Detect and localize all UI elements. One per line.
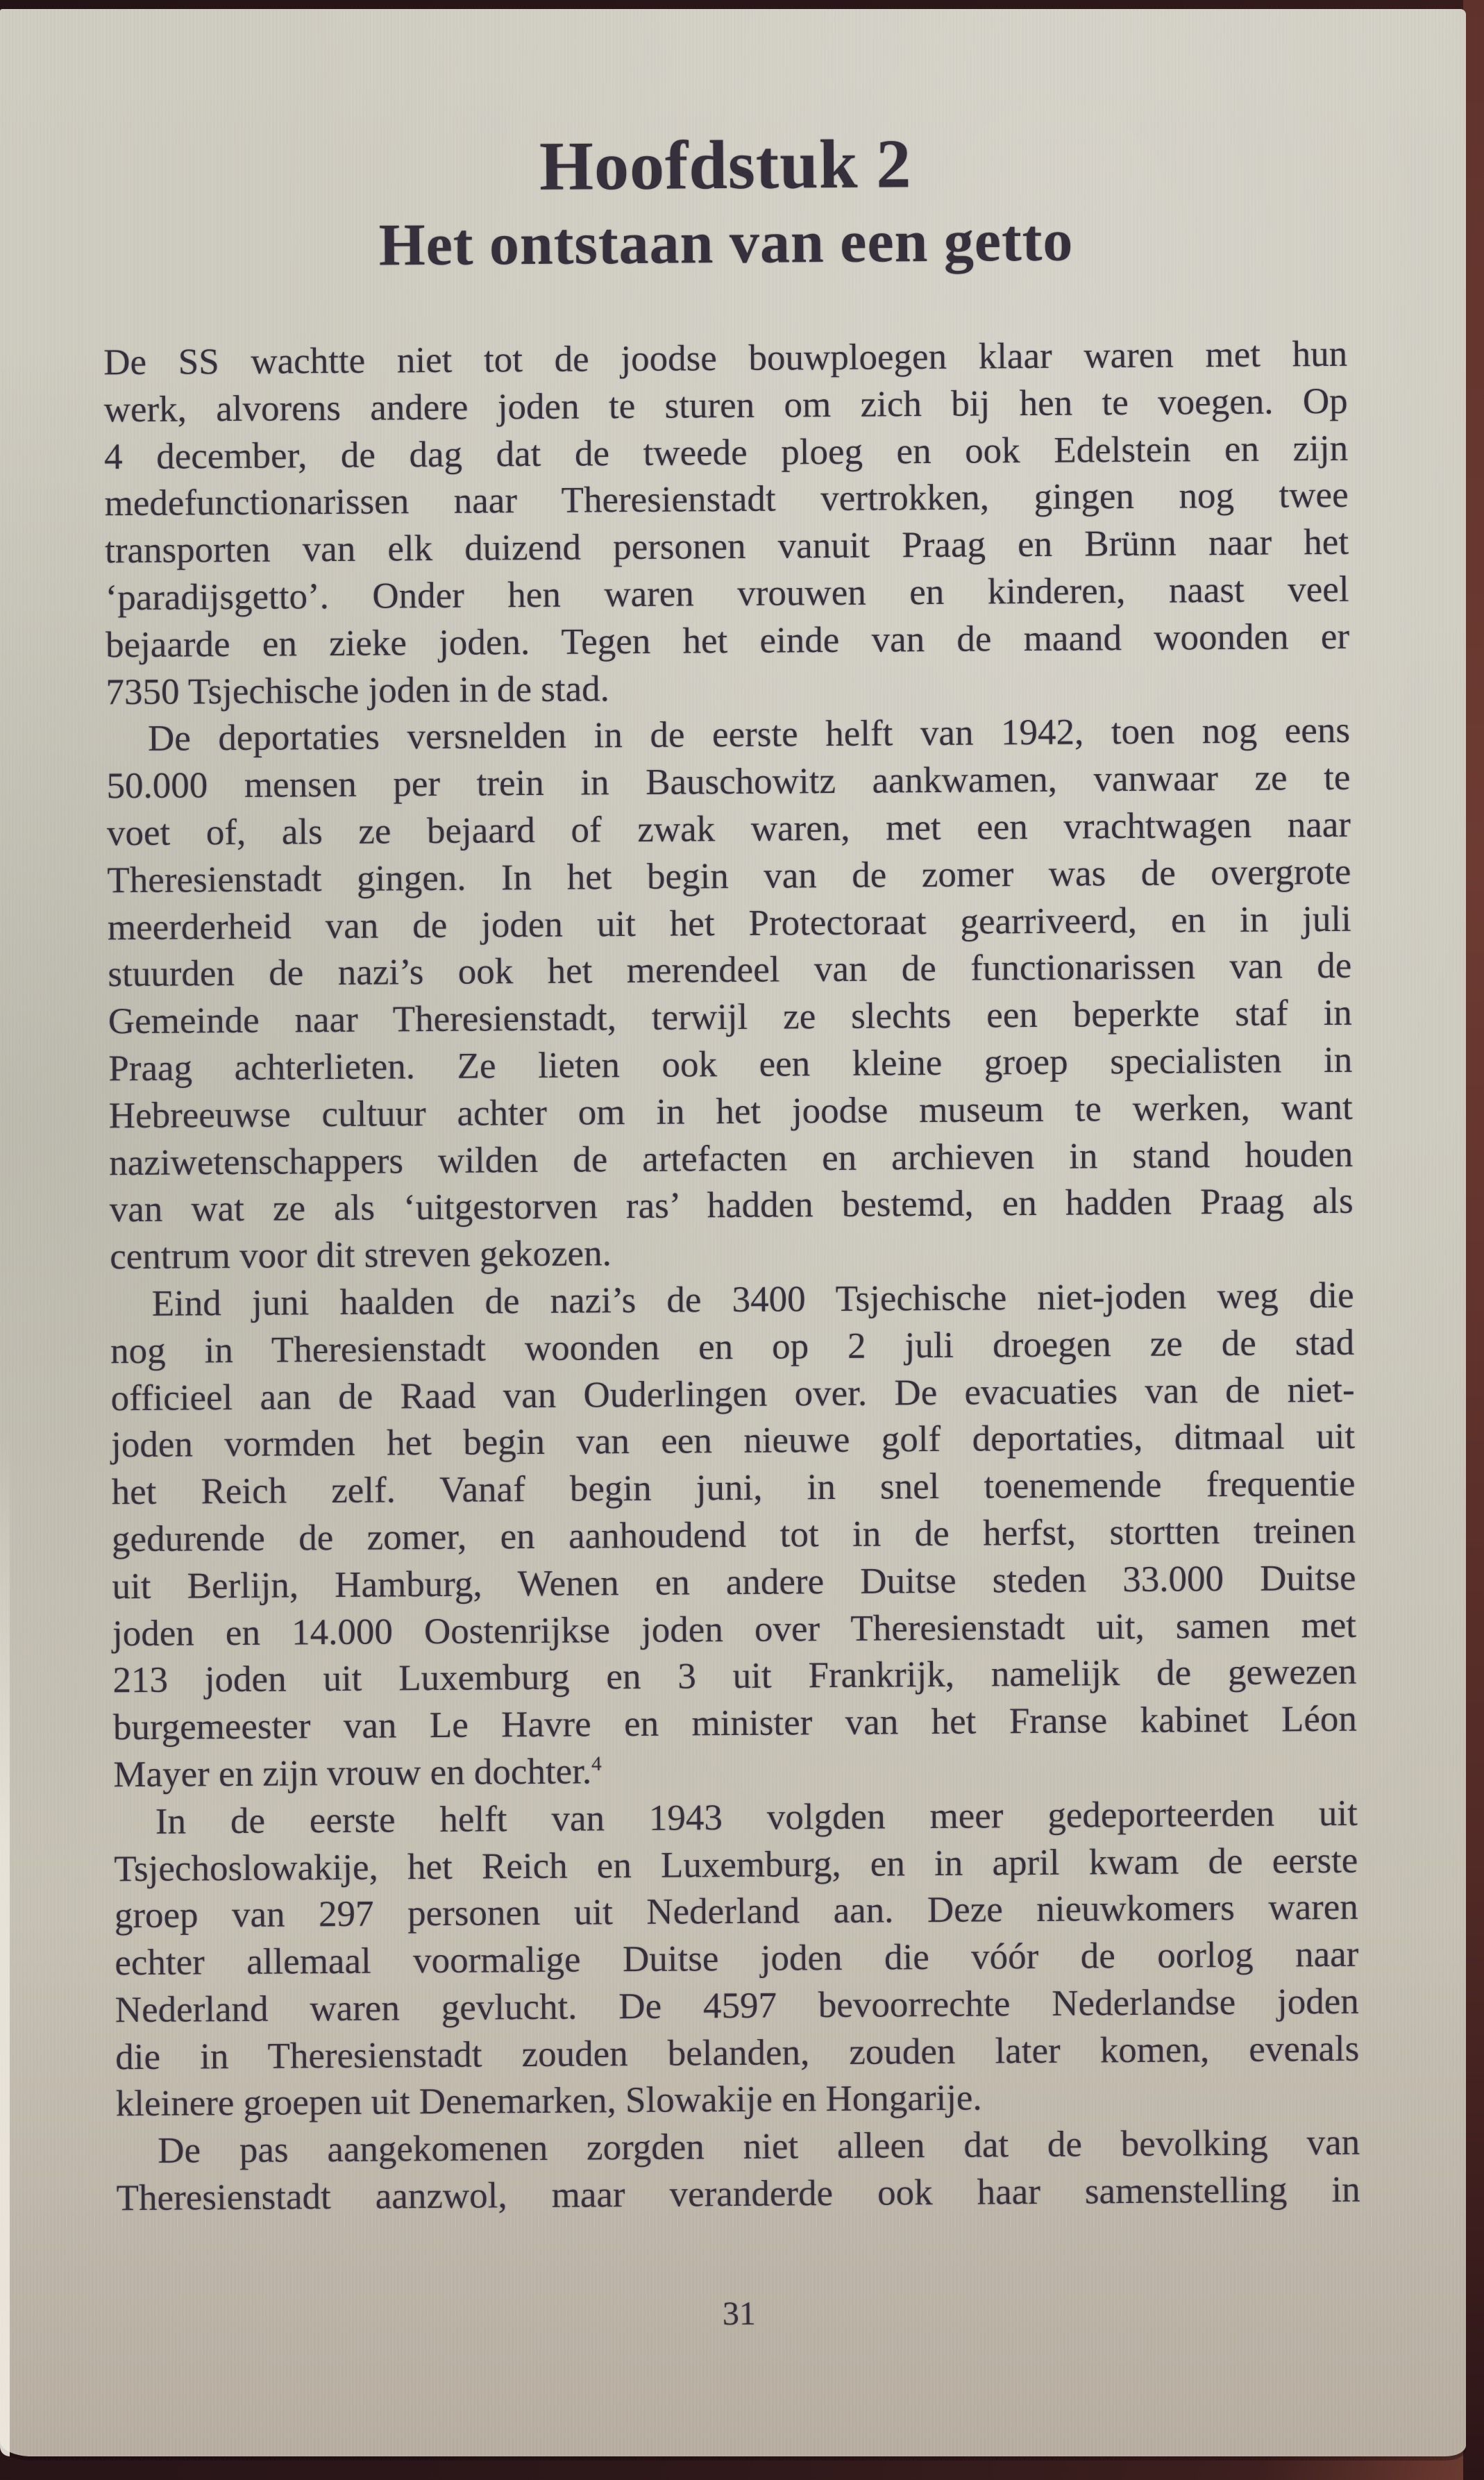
- text-line: medefunctionarissen naar Theresienstadt vertrokken, gingen nog twee: [104, 475, 1349, 524]
- text-line: het Reich zelf. Vanaf begin juni, in snel toenemende frequentie: [111, 1463, 1356, 1513]
- text-line: joden en 14.000 Oostenrijkse joden over Theresienstadt uit, samen met: [112, 1605, 1357, 1654]
- text-line: De deportaties versnelden in de eerste helft van 1942, toen nog eens: [147, 710, 1351, 760]
- text-line: Gemeinde naar Theresienstadt, terwijl ze slechts een beperkte staf in: [108, 992, 1353, 1042]
- text-line: Tsjechoslowakije, het Reich en Luxemburg, en in april kwam de eerste: [114, 1840, 1358, 1889]
- text-line: transporten van elk duizend personen vanuit Praag en Brünn naar het: [104, 521, 1349, 571]
- text-line: centrum voor dit streven gekozen.: [110, 1233, 612, 1277]
- text-line: 213 joden uit Luxemburg en 3 uit Frankrijk, namelijk de gewezen: [112, 1652, 1357, 1701]
- text-line: ‘paradijsgetto’. Onder hen waren vrouwen en kinderen, naast veel: [105, 569, 1349, 619]
- page-content: [0, 4, 1474, 2462]
- text-line: bejaarde en zieke joden. Tegen het einde van de maand woonden er: [105, 616, 1350, 666]
- text-line: 4 december, de dag dat de tweede ploeg en ook Edelstein en zijn: [103, 428, 1349, 477]
- text-line: De pas aangekomenen zorgden niet alleen dat de bevolking van: [158, 2122, 1360, 2172]
- text-line: Theresienstadt aanzwol, maar veranderde ook haar samenstelling in: [116, 2169, 1360, 2219]
- text-line: werk, alvorens andere joden te sturen om zich bij hen te voegen. Op: [103, 380, 1348, 430]
- text-line: 7350 Tsjechische joden in de stad.: [106, 668, 610, 712]
- text-line: voet of, als ze bejaard of zwak waren, met een vrachtwagen naar: [106, 804, 1351, 854]
- chapter-subtitle: Het ontstaan van een getto: [378, 206, 1074, 278]
- text-line: naziwetenschappers wilden de artefacten en archieven in stand houden: [109, 1134, 1354, 1183]
- text-line: uit Berlijn, Hamburg, Wenen en andere Duitse steden 33.000 Duitse: [112, 1557, 1356, 1607]
- text-line: Praag achterlieten. Ze lieten ook een kleine groep specialisten in: [108, 1039, 1353, 1089]
- text-line: Mayer en zijn vrouw en dochter.$^4$: [113, 1751, 602, 1795]
- text-line: die in Theresienstadt zouden belanden, zouden later komen, evenals: [115, 2028, 1360, 2077]
- chapter-heading: [48, 124, 1403, 278]
- text-line: groep van 297 personen uit Nederland aan. Deze nieuwkomers waren: [114, 1887, 1359, 1936]
- text-line: joden vormden het begin van een nieuwe golf deportaties, ditmaal uit: [110, 1416, 1356, 1466]
- text-line: Nederland waren gevlucht. De 4597 bevoorrechte Nederlandse joden: [115, 1981, 1359, 2031]
- footnote-marker: 4: [591, 1752, 602, 1775]
- chapter-title: Hoofdstuk 2: [539, 125, 912, 205]
- text-line: stuurden de nazi’s ook het merendeel van de functionarissen van de: [108, 946, 1352, 995]
- text-line: In de eerste helft van 1943 volgden meer gedeporteerden uit: [155, 1793, 1358, 1842]
- text-line: Eind juni haalden de nazi’s de 3400 Tsjechische niet-joden weg die: [151, 1275, 1354, 1324]
- text-line: echter allemaal voormalige Duitse joden die vóór de oorlog naar: [115, 1934, 1359, 1984]
- text-line: nog in Theresienstadt woonden en op 2 juli droegen ze de stad: [110, 1322, 1355, 1371]
- text-line: kleinere groepen uit Denemarken, Slowakije en Hongarije.: [115, 2078, 982, 2125]
- text-line: Theresienstadt gingen. In het begin van de zomer was de overgrote: [107, 851, 1351, 901]
- body-text: [103, 331, 1360, 2222]
- text-line: burgemeester van Le Havre en minister van het Franse kabinet Léon: [112, 1698, 1358, 1748]
- page-number: 31: [722, 2295, 757, 2333]
- text-line: officieel aan de Raad van Ouderlingen over. De evacuaties van de niet-: [110, 1369, 1355, 1418]
- text-line: meerderheid van de joden uit het Protectoraat gearriveerd, en in juli: [107, 898, 1352, 948]
- text-line: van wat ze als ‘uitgestorven ras’ hadden bestemd, en hadden Praag als: [109, 1181, 1354, 1230]
- text-line: Hebreeuwse cultuur achter om in het joodse museum te werken, want: [108, 1087, 1353, 1137]
- text-line: De SS wachtte niet tot de joodse bouwploegen klaar waren met hun: [103, 333, 1348, 383]
- text-line: 50.000 mensen per trein in Bauschowitz aankwamen, vanwaar ze te: [106, 757, 1351, 807]
- book-page: [0, 9, 1466, 2456]
- text-line: gedurende de zomer, en aanhoudend tot in de herfst, stortten treinen: [111, 1510, 1356, 1560]
